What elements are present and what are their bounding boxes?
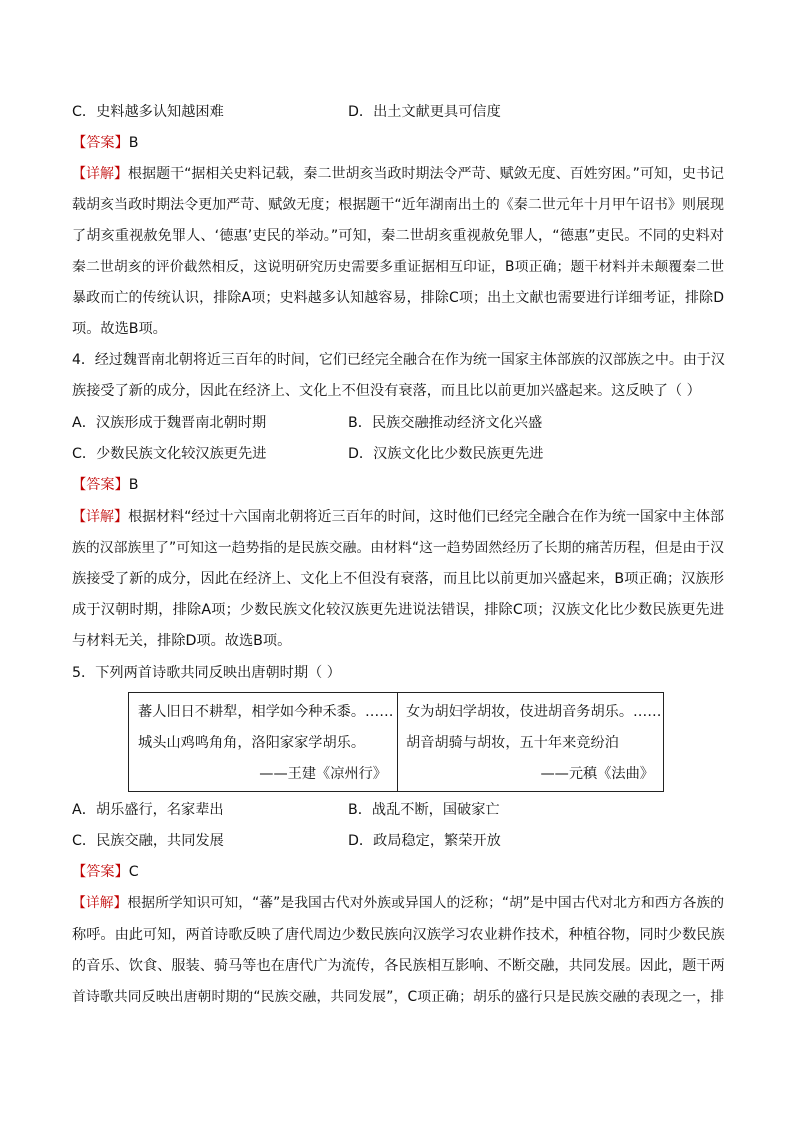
q5-option-b: B．战乱不断，国破家亡 xyxy=(348,802,500,818)
detail-text: 根据材料“经过十六国南北朝将近三百年的时间，这时他们已经完全融合在作为统一国家中主体部 xyxy=(128,509,724,525)
q5-detail-line xyxy=(72,893,724,913)
answer-tag: 【答案】 xyxy=(72,477,129,493)
answer-value: C xyxy=(128,864,139,880)
q3-detail-line: 了胡亥重视赦免罪人、‘德惠’吏民的举动。”可知，秦二世胡亥重视赦免罪人，“德惠”吏民。不同的史料对 xyxy=(72,228,724,244)
detail-text: 根据题干“据相关史料记载，秦二世胡亥当政时期法令严苛、赋敛无度、百姓穷困。”可知，史书记 xyxy=(128,166,724,182)
q3-detail-line: 暴政而亡的传统认识，排除A项；史料越多认知越容易，排除C项；出土文献也需要进行详细考证，排除D xyxy=(72,290,724,306)
q5-stem: 5．下列两首诗歌共同反映出唐朝时期（ ） xyxy=(72,665,341,681)
q3-answer xyxy=(72,133,724,153)
q4-answer xyxy=(72,475,724,495)
q4-option-b: B．民族交融推动经济文化兴盛 xyxy=(348,415,543,431)
q4-detail-line: 成于汉朝时期，排除A项；少数民族文化较汉族更先进说法错误，排除C项；汉族文化比少数民族更先进 xyxy=(72,602,724,618)
answer-tag: 【答案】 xyxy=(72,864,129,880)
poem-right-line-2: 胡音胡骑与胡妆，五十年来竞纷泊 xyxy=(406,735,619,751)
poem-right-line-1: 女为胡妇学胡妆，伎进胡音务胡乐。…… xyxy=(406,704,662,720)
q5-detail-line: 首诗歌共同反映出唐朝时期的“民族交融，共同发展”，C项正确；胡乐的盛行只是民族交融的表现之一，排 xyxy=(72,989,724,1005)
q4-stem-line: 族接受了新的成分，因此在经济上、文化上不但没有衰落，而且比以前更加兴盛起来。这反映了（ ） xyxy=(72,383,701,399)
q4-detail-line: 族接受了新的成分，因此在经济上、文化上不但没有衰落，而且比以前更加兴盛起来，B项正确；汉族形 xyxy=(72,571,724,587)
q3-detail-line: 秦二世胡亥的评价截然相反，这说明研究历史需要多重证据相互印证，B项正确；题干材料并未颠覆秦二世 xyxy=(72,259,724,275)
answer-value: B xyxy=(128,135,139,151)
q3-detail-line: 项。故选B项。 xyxy=(72,321,167,337)
q5-detail-line: 的音乐、饮食、服装、骑马等也在唐代广为流传，各民族相互影响、不断交融，共同发展。因此，题干两 xyxy=(72,958,725,974)
q4-detail-line: 族的汉部族里了”可知这一趋势指的是民族交融。由材料“这一趋势固然经历了长期的痛苦历程，但是由于汉 xyxy=(72,540,724,556)
detail-tag: 【详解】 xyxy=(72,509,129,525)
q3-detail-line: 载胡亥当政时期法令更加严苛、赋敛无度；根据题干“近年湖南出土的《秦二世元年十月甲午诏书》则展现 xyxy=(72,197,724,213)
q4-option-a: A．汉族形成于魏晋南北朝时期 xyxy=(72,415,267,431)
poem-table xyxy=(128,692,664,792)
q4-option-c: C．少数民族文化较汉族更先进 xyxy=(72,446,267,462)
q5-detail-line: 称呼。由此可知，两首诗歌反映了唐代周边少数民族向汉族学习农业耕作技术，种植谷物，同时少数民族 xyxy=(72,927,725,943)
q4-option-d: D．汉族文化比少数民族更先进 xyxy=(348,446,544,462)
q5-answer xyxy=(72,862,724,882)
q4-detail-line xyxy=(72,507,724,527)
detail-tag: 【详解】 xyxy=(72,895,128,911)
poem-right-source: ——元稹《法曲》 xyxy=(540,766,654,782)
q5-option-d: D．政局稳定，繁荣开放 xyxy=(348,833,501,849)
detail-tag: 【详解】 xyxy=(72,166,129,182)
q3-option-c: C．史料越多认知越困难 xyxy=(72,104,224,120)
q3-option-d: D．出土文献更具可信度 xyxy=(348,104,501,120)
q5-option-a: A．胡乐盛行，名家辈出 xyxy=(72,802,224,818)
q3-detail-line xyxy=(72,164,724,184)
q4-stem-line: 4．经过魏晋南北朝将近三百年的时间，它们已经完全融合在作为统一国家主体部族的汉部族之中。由于汉 xyxy=(72,352,725,368)
detail-text: 根据所学知识可知，“蕃”是我国古代对外族或异国人的泛称；“胡”是中国古代对北方和西方各族的 xyxy=(127,895,724,911)
poem-left-line-1: 蕃人旧日不耕犁，相学如今种禾黍。…… xyxy=(138,704,394,720)
q5-option-c: C．民族交融，共同发展 xyxy=(72,833,224,849)
poem-left-line-2: 城头山鸡鸣角角，洛阳家家学胡乐。 xyxy=(138,735,366,751)
poem-divider xyxy=(397,693,398,791)
poem-left-source: ——王建《凉州行》 xyxy=(259,766,387,782)
answer-value: B xyxy=(128,477,139,493)
q4-detail-line: 与材料无关，排除D项。故选B项。 xyxy=(72,633,292,649)
answer-tag: 【答案】 xyxy=(72,135,129,151)
